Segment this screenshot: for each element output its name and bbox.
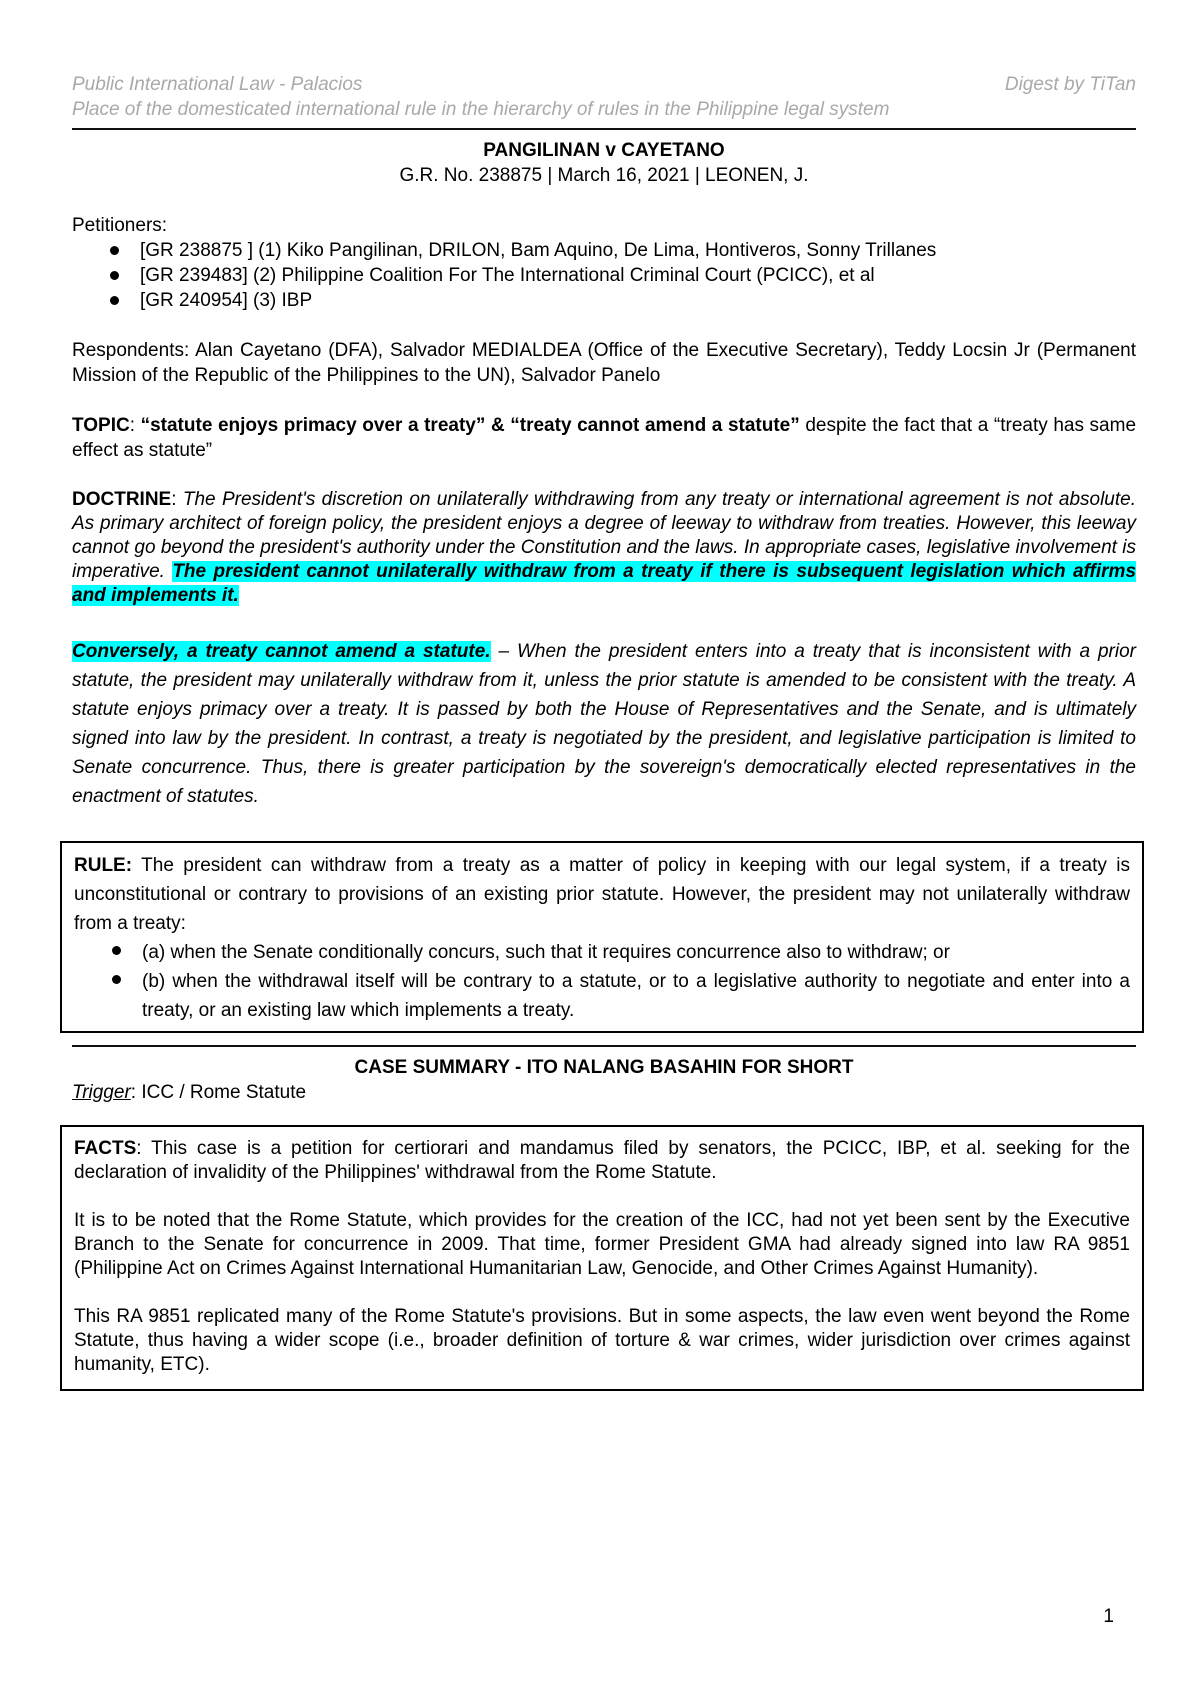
list-item: (a) when the Senate conditionally concurs, such that it requires concurrence also to withdraw; or: [142, 938, 1130, 967]
header-course: Public International Law - Palacios: [72, 74, 363, 95]
topic-label: TOPIC: [72, 415, 130, 436]
rule-list: [74, 938, 1130, 1025]
header-divider: [72, 128, 1136, 130]
petitioners-label: Petitioners:: [72, 215, 168, 236]
doctrine-highlight: The president cannot unilaterally withdraw from a treaty if there is subsequent legislation which affirms and implements it.: [72, 561, 1137, 606]
rule-text: The president can withdraw from a treaty as a matter of policy in keeping with our legal system, if a treaty is unconstitutional or contrary to provisions of an existing prior statute. However, the president may not unilaterally withdraw from a treaty:: [74, 855, 1130, 934]
list-item: (b) when the withdrawal itself will be contrary to a statute, or to a legislative authority to negotiate and enter into a treaty, or an existing law which implements a treaty.: [142, 967, 1130, 1025]
facts-label: FACTS: [74, 1138, 137, 1159]
doctrine-label: DOCTRINE: [72, 489, 172, 510]
respondents-paragraph: Respondents: Alan Cayetano (DFA), Salvador MEDIALDEA (Office of the Executive Secretary), Teddy Locsin Jr (Permanent Mission of the Republic of the Philippines to the UN), Salvador Panelo: [72, 340, 1136, 386]
trigger-value: : ICC / Rome Statute: [130, 1082, 307, 1103]
doctrine-text-2: – When the president enters into a treaty that is inconsistent with a prior statute, the president may unilaterally withdraw from it, unless the prior statute is amended to be consistent with the treaty. A statute enjoys primacy over a treaty. It is passed by both the House of Representatives and the Senate, and is ultimately signed into law by the president. In contrast, a treaty is negotiated by the president, and legislative participation is limited to Senate concurrence. Thus, there is greater participation by the sovereign's democratically elected representatives in the enactment of statutes.: [72, 641, 1136, 807]
list-item: [GR 238875 ] (1) Kiko Pangilinan, DRILON, Bam Aquino, De Lima, Hontiveros, Sonny Trillanes: [140, 238, 1136, 263]
case-citation: G.R. No. 238875 | March 16, 2021 | LEONEN, J.: [399, 165, 809, 186]
summary-title: CASE SUMMARY - ITO NALANG BASAHIN FOR SHORT: [354, 1057, 854, 1078]
doctrine-highlight-2: Conversely, a treaty cannot amend a statute.: [72, 641, 491, 662]
facts-paragraph-2: It is to be noted that the Rome Statute, which provides for the creation of the ICC, had not yet been sent by the Executive Branch to the Senate for concurrence in 2009. That time, former President GMA had already signed into law RA 9851 (Philippine Act on Crimes Against International Humanitarian Law, Genocide, and Other Crimes Against Humanity).: [74, 1210, 1130, 1279]
doctrine-text: The President's discretion on unilaterally withdrawing from any treaty or international agreement is not absolute. As primary architect of foreign policy, the president enjoys a degree of leeway to withdraw from treaties. However, this leeway cannot go beyond the president's authority under the Constitution and the laws. In appropriate cases, legislative involvement is imperative.: [72, 489, 1136, 582]
case-title: PANGILINAN v CAYETANO: [483, 140, 725, 161]
rule-box: [60, 841, 1144, 1033]
facts-box: [60, 1125, 1144, 1391]
topic-rest: despite the fact that a “treaty has same effect as statute”: [72, 415, 1137, 461]
petitioners-list: [72, 238, 1136, 313]
list-item: [GR 240954] (3) IBP: [140, 288, 1136, 313]
trigger-label: Trigger: [72, 1082, 131, 1103]
doctrine-paragraph: DOCTRINE: The President's discretion on unilaterally withdrawing from any treaty or international agreement is not absolute. As primary architect of foreign policy, the president enjoys a degree of leeway to withdraw from treaties. However, this leeway cannot go beyond the president's authority under the Constitution and the laws. In appropriate cases, legislative involvement is imperative. The president cannot unilaterally withdraw from a treaty if there is subsequent legislation which affirms and implements it.: [72, 489, 1137, 606]
header-author: Digest by TiTan: [1004, 74, 1136, 95]
running-header: [72, 72, 1136, 122]
topic-paragraph: TOPIC: “statute enjoys primacy over a treaty” & “treaty cannot amend a statute” despite the fact that a “treaty has same effect as statute”: [72, 415, 1137, 461]
list-item: [GR 239483] (2) Philippine Coalition For The International Criminal Court (PCICC), et al: [140, 263, 1136, 288]
topic-bold-text: “statute enjoys primacy over a treaty” & “treaty cannot amend a statute”: [140, 415, 800, 436]
doctrine-paragraph-2: [72, 637, 1136, 811]
page-content: [72, 72, 1136, 1391]
page-number: 1: [1103, 1606, 1114, 1627]
summary-divider: [72, 1045, 1136, 1047]
trigger-line: [72, 1080, 1136, 1105]
header-topic: Place of the domesticated international rule in the hierarchy of rules in the Philippine legal system: [72, 99, 890, 120]
facts-paragraph-1: FACTS: This case is a petition for certiorari and mandamus filed by senators, the PCICC, IBP, et al. seeking for the declaration of invalidity of the Philippines' withdrawal from the Rome Statute.: [74, 1138, 1130, 1183]
facts-paragraph-3: This RA 9851 replicated many of the Rome Statute's provisions. But in some aspects, the law even went beyond the Rome Statute, thus having a wider scope (i.e., broader definition of torture & war crimes, wider jurisdiction over crimes against humanity, ETC).: [74, 1306, 1130, 1375]
rule-label: RULE:: [74, 855, 133, 876]
